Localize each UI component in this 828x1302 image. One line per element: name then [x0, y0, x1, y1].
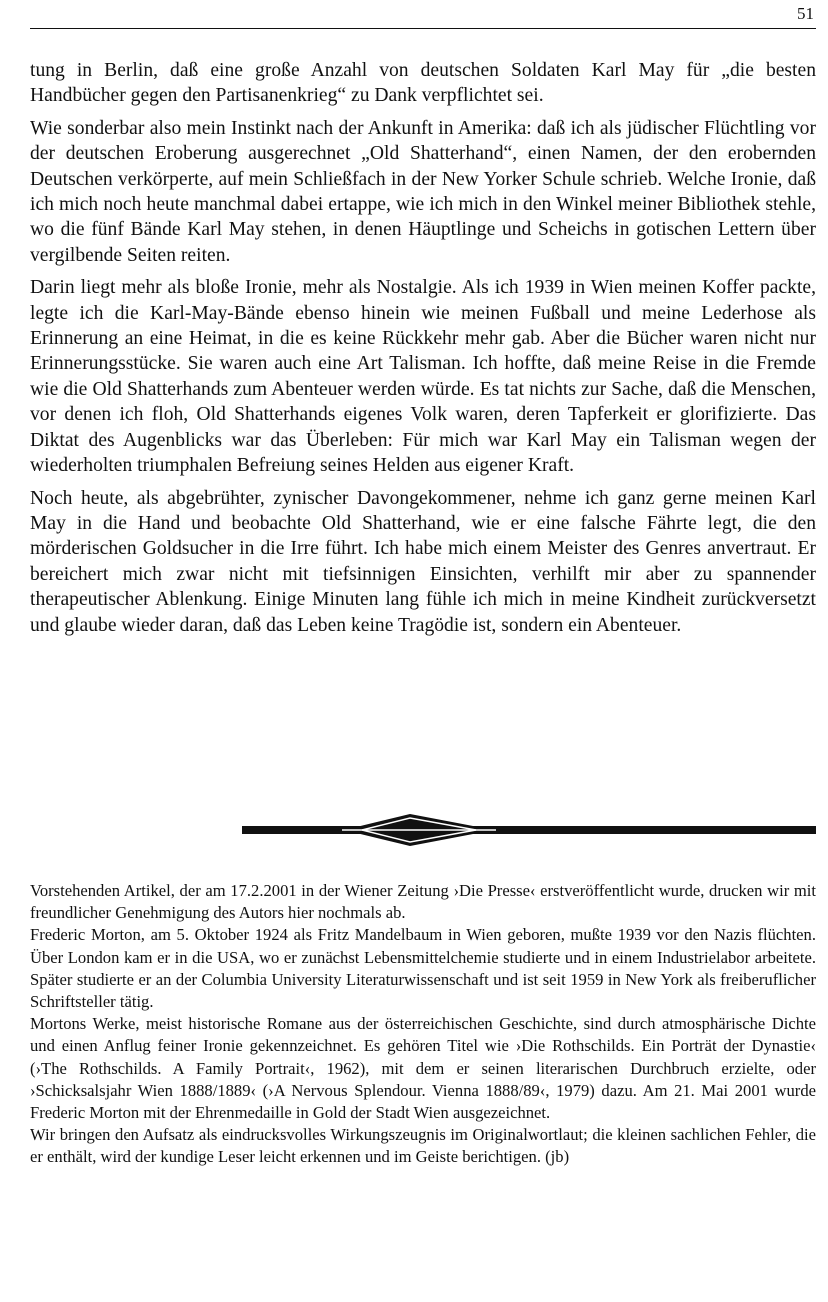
note-paragraph: Vorstehenden Artikel, der am 17.2.2001 in der Wiener Zeitung ›Die Presse‹ erstveröffentlicht wurde, drucken wir mit freundlicher Genehmigung des Autors hier nochmals ab.	[30, 881, 816, 923]
article-paragraph: Noch heute, als abgebrühter, zynischer Davongekommener, nehme ich ganz gerne meinen Karl May in die Hand und beobachte Old Shatterhand, wie er eine falsche Fährte legt, die den mörderischen Goldsucher in die Irre führt. Ich habe mich einem Meister des Genres anvertraut. Er bereichert mich zwar nicht mit tiefsinnigen Einsichten, verhilft mir aber zu spannender therapeutischer Ablenkung. Einige Minuten lang fühle ich mich in meine Kindheit zurückversetzt und glaube wieder daran, daß das Leben keine Tragödie ist, sondern ein Abenteuer.	[30, 487, 816, 636]
note-paragraph: Frederic Morton, am 5. Oktober 1924 als Fritz Mandelbaum in Wien geboren, mußte 1939 vor den Nazis flüchten. Über London kam er in die USA, wo er zunächst Lebensmittelchemie studierte und in einem Industrielabor arbeitete. Später studierte er an der Columbia University Literaturwissenschaft und ist seit 1959 in New York als freiberuflicher Schriftsteller tätig.	[30, 925, 816, 1012]
editorial-note	[30, 880, 816, 1169]
article-paragraph: Darin liegt mehr als bloße Ironie, mehr als Nostalgie. Als ich 1939 in Wien meinen Koffer packte, legte ich die Karl-May-Bände ebenso hinein wie meinen Fußball und meine Lederhose als Erinnerung an eine Heimat, in die es keine Rückkehr mehr gab. Aber die Bücher waren nicht nur Erinnerungsstücke. Sie waren auch eine Art Talisman. Ich hoffte, daß meine Reise in die Fremde wie die Old Shatterhands zum Abenteuer werden würde. Es tat nichts zur Sache, daß die Menschen, vor denen ich floh, Old Shatterhands eigenes Volk waren, deren Tapferkeit er glorifizierte. Das Diktat des Augenblicks war das Überleben: Für mich war Karl May ein Talisman wegen der wiederholten triumphalen Befreiung seines Helden aus eigener Kraft.	[30, 277, 816, 477]
note-paragraph: Mortons Werke, meist historische Romane aus der österreichischen Geschichte, sind durch atmosphärische Dichte und einen Anflug feiner Ironie gekennzeichnet. Es gehören Titel wie ›Die Rothschilds. Ein Porträt der Dynastie‹ (›The Rothschilds. A Family Portrait‹, 1962), mit dem er seinen literarischen Durchbruch erzielte, oder ›Schicksalsjahr Wien 1888/1889‹ (›A Nervous Splendour. Vienna 1888/89‹, 1979) dazu. Am 21. Mai 2001 wurde Frederic Morton mit der Ehrenmedaille in Gold der Stadt Wien ausgezeichnet.	[30, 1014, 816, 1123]
article-paragraph: Wie sonderbar also mein Instinkt nach der Ankunft in Amerika: daß ich als jüdischer Flüchtling vor der deutschen Eroberung ausgerechnet „Old Shatterhand“, einen Namen, der den erobernden Deutschen verkörperte, auf mein Schließfach in der New Yorker Schule schrieb. Welche Ironie, daß ich mich noch heute manchmal dabei ertappe, wie ich mich in den Winkel meiner Bibliothek stehle, wo die fünf Bände Karl May stehen, in denen Häuptlinge und Scheichs in gotischen Lettern über vergilbende Seiten reiten.	[30, 117, 816, 266]
note-paragraph: Wir bringen den Aufsatz als eindrucksvolles Wirkungszeugnis im Originalwortlaut; die kleinen sachlichen Fehler, die er enthält, wird der kundige Leser leicht erkennen und im Geiste berichtigen. (jb)	[30, 1125, 816, 1167]
header-rule	[30, 28, 816, 29]
section-divider-ornament	[242, 808, 816, 852]
article-paragraph: tung in Berlin, daß eine große Anzahl von deutschen Soldaten Karl May für „die besten Handbücher gegen den Partisanenkrieg“ zu Dank verpflichtet sei.	[30, 60, 816, 107]
article-body	[30, 58, 816, 645]
page-number: 51	[797, 4, 814, 23]
